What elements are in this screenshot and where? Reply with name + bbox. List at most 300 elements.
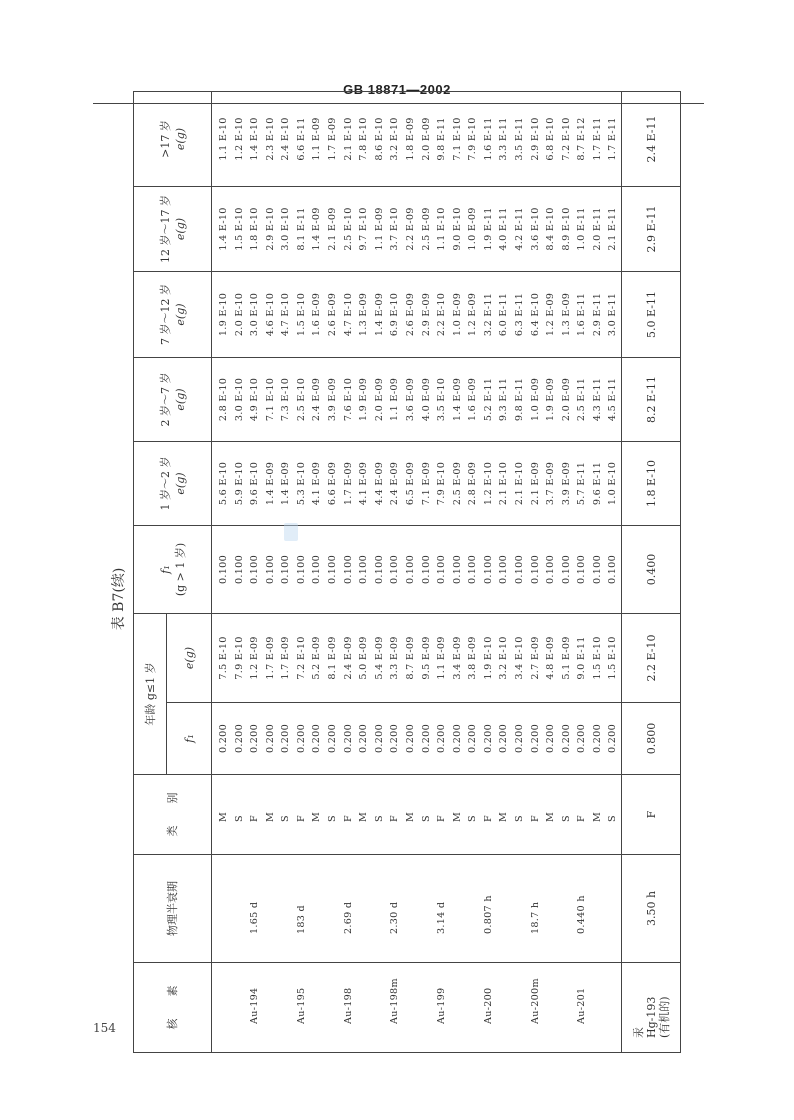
- f1-older-cell: 0.100: [591, 555, 603, 584]
- age-over-17-cell: 1.2 E-10: [233, 117, 245, 161]
- header-nuclide: 核 素: [134, 963, 212, 1053]
- age-over-17-cell: 1.6 E-11: [482, 117, 494, 161]
- nuclide-cell: [465, 963, 481, 1024]
- age-over-17-cell: 1.7 E-09: [327, 117, 339, 161]
- type-cell: M: [498, 811, 510, 822]
- type-cell: F: [576, 815, 588, 822]
- infant-eg-cell: 7.5 E-10: [218, 636, 229, 680]
- infant-f1-cell: 0.200: [576, 724, 588, 753]
- f1-older-column: [212, 526, 622, 614]
- infant-f1-cell: 0.200: [373, 724, 385, 753]
- infant-eg-cell: 9.0 E-11: [576, 636, 588, 680]
- f1-older-cell: 0.100: [249, 555, 261, 584]
- age-over-17-cell: 2.4 E-10: [280, 117, 292, 161]
- age-2-7-cell: 2.5 E-11: [576, 377, 588, 422]
- standard-code-header: GB 18871—2002: [343, 82, 451, 97]
- f1-older-cell: 0.100: [342, 555, 354, 584]
- age-over-17-cell: 1.4 E-10: [249, 117, 261, 161]
- infant-eg-cell: 1.5 E-10: [591, 636, 603, 680]
- infant-eg-cell: 3.8 E-09: [467, 636, 479, 680]
- f1-older-cell: 0.100: [560, 555, 572, 584]
- age-12-17-cell: 1.1 E-10: [436, 207, 448, 251]
- age-12-17-cell: 9.7 E-10: [358, 207, 370, 251]
- half-life-cell: [372, 855, 388, 934]
- half-life-cell: [543, 855, 559, 934]
- type-cell: F: [436, 815, 448, 822]
- infant-f1-cell: 0.200: [358, 724, 370, 753]
- age-2-7-cell: 3.6 E-09: [404, 377, 416, 422]
- age-1-2-cell: 4.4 E-09: [373, 461, 385, 506]
- age-over-17-column: [212, 92, 622, 187]
- half-life-cell: 183 d: [295, 904, 307, 934]
- f1-older-cell: 0.100: [404, 555, 416, 584]
- age-7-12-cell: 3.2 E-11: [482, 292, 494, 337]
- half-life-cell: [325, 855, 341, 934]
- f1-older-cell: 0.100: [467, 555, 479, 584]
- age-over-17-cell: 1.7 E-11: [607, 117, 619, 161]
- f1-older-cell: 0.100: [576, 555, 588, 584]
- age-2-7-column: [212, 358, 622, 442]
- watermark-mark: [284, 523, 298, 541]
- type-cell: M: [451, 811, 463, 822]
- age-over-17-cell: 9.8 E-11: [436, 117, 448, 161]
- age-1-2-cell: 4.1 E-09: [358, 461, 370, 506]
- dose-coefficient-table: [133, 91, 681, 1053]
- infant-eg-cell: 8.7 E-09: [404, 636, 416, 680]
- age-1-2-cell: 1.2 E-10: [482, 461, 494, 506]
- f1-older-cell: 0.100: [280, 555, 292, 584]
- age-7-12-cell: 1.2 E-09: [545, 292, 557, 337]
- age-2-7-cell: 7.1 E-10: [264, 377, 276, 422]
- age-2-7-cell: 2.5 E-10: [295, 377, 307, 422]
- age-7-12-cell: 1.0 E-09: [451, 292, 463, 337]
- age-2-7-cell: 2.0 E-09: [373, 377, 385, 422]
- age-over-17-cell: 2.1 E-10: [342, 117, 354, 161]
- infant-f1-cell: 0.200: [467, 724, 479, 753]
- infant-eg-cell: 5.0 E-09: [358, 636, 370, 680]
- type-cell: F: [529, 815, 541, 822]
- age-2-7-cell: 2.0 E-09: [560, 377, 572, 422]
- age-7-12-cell: 1.9 E-10: [218, 292, 229, 337]
- age-12-17-cell: 3.0 E-10: [280, 207, 292, 251]
- nuclide-cell: [325, 963, 341, 1024]
- nuclide-cell: Au-199: [436, 987, 448, 1024]
- header-infant-f1: f₁: [167, 703, 212, 775]
- age-over-17-cell: 8.6 E-10: [373, 117, 385, 161]
- age-over-17-cell: 7.2 E-10: [560, 117, 572, 161]
- age-over-17-cell: 3.2 E-10: [389, 117, 401, 161]
- age-12-17-cell: 1.8 E-10: [249, 207, 261, 251]
- infant-eg-cell: 5.4 E-09: [373, 636, 385, 680]
- age-over-17-cell: 1.1 E-09: [311, 117, 323, 161]
- type-cell: F: [389, 815, 401, 822]
- header-age-over-17: [134, 92, 212, 187]
- gold-nuclides-block: [212, 92, 622, 1053]
- half-life-cell: 3.14 d: [436, 901, 448, 934]
- infant-eg-cell: 8.1 E-09: [327, 636, 339, 680]
- age-12-17-column: [212, 187, 622, 272]
- age-7-12-cell: 1.3 E-09: [358, 292, 370, 337]
- age-7-12-cell: 1.6 E-11: [576, 292, 588, 337]
- infant-eg-cell: 1.7 E-09: [280, 636, 292, 680]
- mercury-note: (有机的): [657, 996, 671, 1038]
- age-12-17-cell: 3.7 E-10: [389, 207, 401, 251]
- age-7-12-cell: 1.5 E-10: [295, 292, 307, 337]
- age-over-17-cell: 7.1 E-10: [451, 117, 463, 161]
- mercury-age-2-7: 8.2 E-11: [622, 358, 681, 442]
- type-cell: S: [327, 815, 339, 822]
- age-1-2-cell: 9.6 E-10: [249, 461, 261, 506]
- age-12-17-cell: 2.1 E-11: [607, 207, 619, 251]
- age-12-17-cell: 1.4 E-09: [311, 207, 323, 251]
- table-caption: [107, 567, 129, 631]
- age-12-17-cell: 8.4 E-10: [545, 207, 557, 251]
- age-1-2-cell: 4.1 E-09: [311, 461, 323, 506]
- half-life-cell: [496, 855, 512, 934]
- nuclide-cell: [496, 963, 512, 1024]
- age-2-7-cell: 9.3 E-11: [498, 377, 510, 422]
- infant-f1-cell: 0.200: [404, 724, 416, 753]
- header-f1-older-condition: (g > 1 岁): [173, 542, 187, 597]
- age-1-2-cell: 2.1 E-10: [513, 461, 525, 506]
- age-over-17-cell: 6.6 E-11: [295, 117, 307, 161]
- infant-eg-cell: 5.2 E-09: [311, 636, 323, 680]
- type-cell: M: [311, 811, 323, 822]
- type-cell: M: [591, 811, 603, 822]
- infant-f1-cell: 0.200: [436, 724, 448, 753]
- nuclide-cell: Au-195: [295, 987, 307, 1024]
- type-cell: S: [420, 815, 432, 822]
- f1-older-cell: 0.100: [233, 555, 245, 584]
- infant-eg-cell: 1.9 E-10: [482, 636, 494, 680]
- age-7-12-cell: 6.4 E-10: [529, 292, 541, 337]
- age-7-12-cell: 2.9 E-11: [591, 292, 603, 337]
- age-7-12-cell: 6.9 E-10: [389, 292, 401, 337]
- age-12-17-cell: 4.0 E-11: [498, 207, 510, 251]
- infant-f1-cell: 0.200: [482, 724, 494, 753]
- infant-f1-cell: 0.200: [591, 724, 603, 753]
- half-life-cell: [263, 855, 279, 934]
- age-7-12-cell: 2.9 E-09: [420, 292, 432, 337]
- header-age-over-17-eg: e(g): [173, 127, 187, 151]
- mercury-infant-eg: 2.2 E-10: [622, 614, 681, 703]
- age-over-17-cell: 1.7 E-11: [591, 117, 603, 161]
- mercury-half-life: 3.50 h: [622, 855, 681, 963]
- header-age-2-7: [134, 358, 212, 442]
- age-12-17-cell: 1.4 E-10: [218, 207, 229, 251]
- header-age-1-2-label: 1 岁～2 岁: [158, 456, 172, 511]
- nuclide-cell: [232, 963, 248, 1024]
- age-1-2-cell: 1.4 E-09: [264, 461, 276, 506]
- age-2-7-cell: 7.3 E-10: [280, 377, 292, 422]
- infant-f1-cell: 0.200: [218, 724, 229, 753]
- age-over-17-cell: 7.9 E-10: [467, 117, 479, 161]
- age-2-7-cell: 3.5 E-10: [436, 377, 448, 422]
- age-2-7-cell: 4.0 E-09: [420, 377, 432, 422]
- type-cell: S: [373, 815, 385, 822]
- age-1-2-cell: 6.5 E-09: [404, 461, 416, 506]
- mercury-age-1-2: 1.8 E-10: [622, 442, 681, 526]
- header-age-12-17-label: 12 岁～17 岁: [158, 195, 172, 263]
- infant-eg-cell: 5.1 E-09: [560, 636, 572, 680]
- age-over-17-cell: 1.1 E-10: [218, 117, 229, 161]
- age-2-7-cell: 9.8 E-11: [513, 377, 525, 422]
- f1-older-cell: 0.100: [295, 555, 307, 584]
- infant-f1-cell: 0.200: [264, 724, 276, 753]
- nuclide-cell: [543, 963, 559, 1024]
- f1-older-cell: 0.100: [451, 555, 463, 584]
- half-life-cell: [232, 855, 248, 934]
- mercury-nuclide-cell: [622, 963, 681, 1053]
- age-7-12-cell: 1.6 E-09: [311, 292, 323, 337]
- age-1-2-cell: 5.6 E-10: [218, 461, 229, 506]
- infant-f1-cell: 0.200: [327, 724, 339, 753]
- table-caption-text: 表 B7(续): [111, 567, 127, 631]
- age-12-17-cell: 1.5 E-10: [233, 207, 245, 251]
- age-1-2-cell: 7.9 E-10: [436, 461, 448, 506]
- type-cell: M: [545, 811, 557, 822]
- age-1-2-cell: 2.1 E-10: [498, 461, 510, 506]
- age-12-17-cell: 1.0 E-09: [467, 207, 479, 251]
- half-life-cell: 0.807 h: [482, 895, 494, 934]
- age-over-17-cell: 8.7 E-12: [576, 117, 588, 161]
- mercury-f1-older: 0.400: [622, 526, 681, 614]
- f1-older-cell: 0.100: [545, 555, 557, 584]
- infant-eg-cell: 3.2 E-10: [498, 636, 510, 680]
- age-2-7-cell: 4.5 E-11: [607, 377, 619, 422]
- age-7-12-cell: 4.6 E-10: [264, 292, 276, 337]
- infant-f1-cell: 0.200: [295, 724, 307, 753]
- age-7-12-column: [212, 272, 622, 358]
- type-cell: M: [218, 811, 229, 822]
- type-cell: S: [607, 815, 619, 822]
- age-2-7-cell: 3.0 E-10: [233, 377, 245, 422]
- nuclide-cell: [263, 963, 279, 1024]
- infant-f1-cell: 0.200: [451, 724, 463, 753]
- age-2-7-cell: 1.9 E-09: [545, 377, 557, 422]
- age-1-2-cell: 1.7 E-09: [342, 461, 354, 506]
- age-2-7-cell: 1.9 E-09: [358, 377, 370, 422]
- f1-older-cell: 0.100: [420, 555, 432, 584]
- type-cell: S: [280, 815, 292, 822]
- age-2-7-cell: 1.4 E-09: [451, 377, 463, 422]
- half-life-cell: 2.30 d: [389, 901, 401, 934]
- infant-eg-cell: 7.2 E-10: [295, 636, 307, 680]
- nuclide-cell: Au-200: [482, 987, 494, 1024]
- infant-eg-cell: 1.1 E-09: [436, 636, 448, 680]
- f1-older-cell: 0.100: [358, 555, 370, 584]
- header-age-over-17-label: >17 岁: [158, 120, 172, 158]
- mercury-age-12-17: 2.9 E-11: [622, 187, 681, 272]
- age-over-17-cell: 2.0 E-09: [420, 117, 432, 161]
- header-type: 类 别: [134, 775, 212, 855]
- age-1-2-cell: 2.4 E-09: [389, 461, 401, 506]
- age-1-2-cell: 5.3 E-10: [295, 461, 307, 506]
- header-infant-eg: e(g): [167, 614, 212, 703]
- age-12-17-cell: 2.5 E-10: [342, 207, 354, 251]
- half-life-cell: 1.65 d: [249, 901, 261, 934]
- nuclide-cell: [419, 963, 435, 1024]
- page-number: 154: [93, 1021, 116, 1035]
- age-7-12-cell: 1.2 E-09: [467, 292, 479, 337]
- age-12-17-cell: 2.1 E-09: [327, 207, 339, 251]
- type-cell: M: [358, 811, 370, 822]
- nuclide-column: [212, 963, 622, 1053]
- nuclide-cell: [309, 963, 325, 1024]
- half-life-cell: [512, 855, 528, 934]
- header-age-1-2: [134, 442, 212, 526]
- mercury-age-7-12: 5.0 E-11: [622, 272, 681, 358]
- infant-f1-column: [212, 703, 622, 775]
- infant-f1-cell: 0.200: [420, 724, 432, 753]
- nuclide-cell: Au-198: [342, 987, 354, 1024]
- infant-f1-cell: 0.200: [389, 724, 401, 753]
- age-7-12-cell: 4.7 E-10: [280, 292, 292, 337]
- age-2-7-cell: 1.0 E-09: [529, 377, 541, 422]
- type-cell: M: [264, 811, 276, 822]
- rotated-table-wrapper: [133, 112, 671, 1053]
- age-7-12-cell: 2.2 E-10: [436, 292, 448, 337]
- header-f1-older-symbol: f₁: [158, 565, 172, 574]
- type-cell: S: [560, 815, 572, 822]
- header-age-7-12-eg: e(g): [173, 303, 187, 326]
- age-12-17-cell: 2.9 E-10: [264, 207, 276, 251]
- nuclide-cell: [559, 963, 575, 1024]
- age-1-2-cell: 7.1 E-09: [420, 461, 432, 506]
- header-half-life: 物理半衰期: [134, 855, 212, 963]
- type-cell: S: [513, 815, 525, 822]
- half-life-cell: [590, 855, 606, 934]
- age-1-2-cell: 6.6 E-09: [327, 461, 339, 506]
- nuclide-cell: Au-200m: [529, 978, 541, 1024]
- age-12-17-cell: 3.6 E-10: [529, 207, 541, 251]
- f1-older-cell: 0.100: [373, 555, 385, 584]
- type-cell: S: [233, 815, 245, 822]
- mercury-type: F: [622, 775, 681, 855]
- header-infant-group: 年龄 g≤1 岁: [134, 614, 167, 775]
- age-7-12-cell: 1.3 E-09: [560, 292, 572, 337]
- f1-older-cell: 0.100: [482, 555, 494, 584]
- age-12-17-cell: 9.0 E-10: [451, 207, 463, 251]
- f1-older-cell: 0.100: [436, 555, 448, 584]
- infant-eg-cell: 3.4 E-10: [513, 636, 525, 680]
- infant-f1-cell: 0.200: [513, 724, 525, 753]
- age-7-12-cell: 6.0 E-11: [498, 292, 510, 337]
- mercury-row: [622, 92, 681, 1053]
- infant-eg-cell: 2.7 E-09: [529, 636, 541, 680]
- age-12-17-cell: 2.0 E-11: [591, 207, 603, 251]
- age-2-7-cell: 7.6 E-10: [342, 377, 354, 422]
- age-over-17-cell: 7.8 E-10: [358, 117, 370, 161]
- age-7-12-cell: 1.4 E-09: [373, 292, 385, 337]
- age-2-7-cell: 1.6 E-09: [467, 377, 479, 422]
- mercury-nuclide: Hg-193: [644, 996, 658, 1038]
- nuclide-cell: [605, 963, 621, 1024]
- age-12-17-cell: 4.2 E-11: [513, 207, 525, 251]
- nuclide-cell: Au-201: [576, 987, 588, 1024]
- infant-eg-cell: 7.9 E-10: [233, 636, 245, 680]
- age-1-2-cell: 5.7 E-11: [576, 461, 588, 506]
- type-cell: M: [404, 811, 416, 822]
- age-7-12-cell: 4.7 E-10: [342, 292, 354, 337]
- infant-f1-cell: 0.200: [342, 724, 354, 753]
- infant-eg-cell: 1.2 E-09: [249, 636, 261, 680]
- f1-older-cell: 0.100: [327, 555, 339, 584]
- f1-older-cell: 0.100: [529, 555, 541, 584]
- infant-eg-cell: 4.8 E-09: [545, 636, 557, 680]
- age-12-17-cell: 1.1 E-09: [373, 207, 385, 251]
- age-over-17-cell: 2.9 E-10: [529, 117, 541, 161]
- age-over-17-cell: 3.3 E-11: [498, 117, 510, 161]
- age-1-2-cell: 3.7 E-09: [545, 461, 557, 506]
- header-age-7-12-label: 7 岁～12 岁: [158, 284, 172, 345]
- age-1-2-cell: 9.6 E-11: [591, 461, 603, 506]
- half-life-cell: [309, 855, 325, 934]
- half-life-cell: [450, 855, 466, 934]
- type-cell: F: [342, 815, 354, 822]
- infant-f1-cell: 0.200: [560, 724, 572, 753]
- half-life-cell: [419, 855, 435, 934]
- infant-eg-cell: 1.5 E-10: [607, 636, 619, 680]
- age-over-17-cell: 3.5 E-11: [513, 117, 525, 161]
- f1-older-cell: 0.100: [218, 555, 229, 584]
- half-life-cell: [278, 855, 294, 934]
- dose-coefficient-table-frame: [133, 112, 671, 1053]
- type-cell: S: [467, 815, 479, 822]
- header-f1-older: [134, 526, 212, 614]
- type-column: [212, 775, 622, 855]
- nuclide-cell: [216, 963, 232, 1024]
- f1-older-cell: 0.100: [389, 555, 401, 584]
- age-over-17-cell: 1.8 E-09: [404, 117, 416, 161]
- infant-eg-column: [212, 614, 622, 703]
- age-2-7-cell: 4.3 E-11: [591, 377, 603, 422]
- infant-eg-cell: 3.4 E-09: [451, 636, 463, 680]
- age-2-7-cell: 2.8 E-10: [218, 377, 229, 422]
- age-12-17-cell: 2.5 E-09: [420, 207, 432, 251]
- age-1-2-cell: 2.1 E-09: [529, 461, 541, 506]
- age-7-12-cell: 2.0 E-10: [233, 292, 245, 337]
- half-life-column: [212, 855, 622, 963]
- nuclide-cell: Au-194: [249, 987, 261, 1024]
- infant-eg-cell: 9.5 E-09: [420, 636, 432, 680]
- age-2-7-cell: 1.1 E-09: [389, 377, 401, 422]
- f1-older-cell: 0.100: [513, 555, 525, 584]
- half-life-cell: [559, 855, 575, 934]
- age-over-17-cell: 2.3 E-10: [264, 117, 276, 161]
- infant-eg-cell: 2.4 E-09: [342, 636, 354, 680]
- mercury-element: 汞: [631, 1027, 645, 1038]
- infant-f1-cell: 0.200: [529, 724, 541, 753]
- mercury-age-over-17: 2.4 E-11: [622, 92, 681, 187]
- half-life-cell: 0.440 h: [576, 895, 588, 934]
- age-7-12-cell: 2.6 E-09: [327, 292, 339, 337]
- age-1-2-cell: 2.8 E-09: [467, 461, 479, 506]
- mercury-infant-f1: 0.800: [622, 703, 681, 775]
- age-2-7-cell: 4.9 E-10: [249, 377, 261, 422]
- age-1-2-cell: 1.0 E-10: [607, 461, 619, 506]
- age-7-12-cell: 3.0 E-10: [249, 292, 261, 337]
- nuclide-cell: [372, 963, 388, 1024]
- half-life-cell: 18.7 h: [529, 901, 541, 934]
- header-age-2-7-label: 2 岁～7 岁: [158, 372, 172, 427]
- infant-f1-cell: 0.200: [607, 724, 619, 753]
- infant-f1-cell: 0.200: [545, 724, 557, 753]
- infant-f1-cell: 0.200: [311, 724, 323, 753]
- age-1-2-cell: 2.5 E-09: [451, 461, 463, 506]
- half-life-cell: [465, 855, 481, 934]
- age-7-12-cell: 3.0 E-11: [607, 292, 619, 337]
